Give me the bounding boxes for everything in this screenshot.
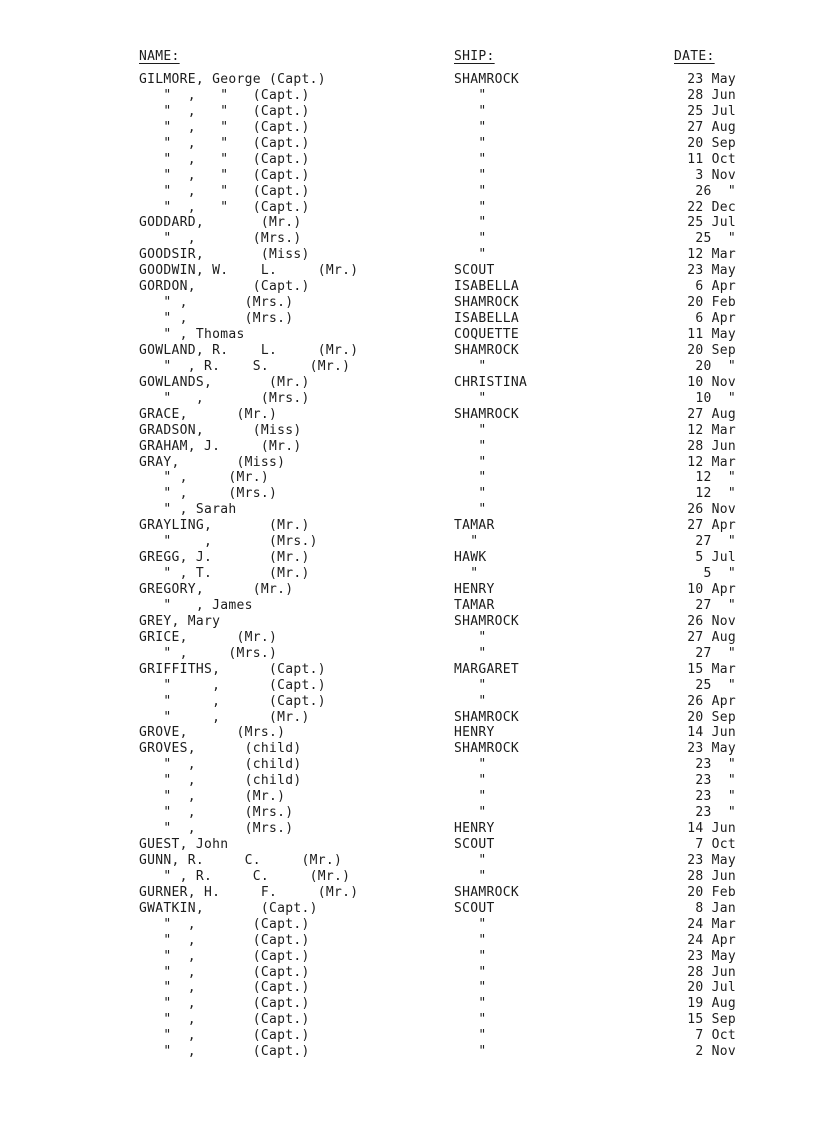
passenger-name: GODDARD, (Mr.) <box>139 215 302 231</box>
ship-name: " <box>454 454 487 470</box>
passenger-name: GRADSON, (Miss) <box>139 422 302 438</box>
arrival-date: 27 Apr <box>687 518 736 534</box>
table-row <box>0 614 816 630</box>
ship-name: " <box>454 87 487 103</box>
ship-name: " <box>454 852 487 868</box>
ship-name: SHAMROCK <box>454 406 520 422</box>
passenger-name: GOWLANDS, (Mr.) <box>139 374 310 390</box>
passenger-name: GOODWIN, W. L. (Mr.) <box>139 263 359 279</box>
table-row <box>0 917 816 933</box>
passenger-name: " , (Capt.) <box>139 916 310 932</box>
passenger-name: " , (Capt.) <box>139 1044 310 1060</box>
ship-name: " <box>454 358 487 374</box>
table-row <box>0 901 816 917</box>
table-row <box>0 837 816 853</box>
passenger-name: GUEST, John <box>139 837 229 852</box>
table-row <box>0 231 816 247</box>
arrival-date: 20 Feb <box>687 295 736 311</box>
ship-name: " <box>454 470 487 486</box>
passenger-name: GWATKIN, (Capt.) <box>139 900 318 916</box>
passenger-name: GRAYLING, (Mr.) <box>139 518 310 534</box>
passenger-name: " , (child) <box>139 757 302 773</box>
passenger-name: GORDON, (Capt.) <box>139 279 310 295</box>
arrival-date: 25 Jul <box>687 103 736 119</box>
table-row <box>0 662 816 678</box>
ship-name: " <box>454 167 487 183</box>
passenger-name: GROVES, (child) <box>139 741 302 757</box>
ship-name: " <box>454 773 487 789</box>
ship-name: HENRY <box>454 821 495 837</box>
passenger-name: " , T. (Mr.) <box>139 566 310 582</box>
ship-name: COQUETTE <box>454 327 520 342</box>
passenger-name: GRAY, (Miss) <box>139 454 286 470</box>
ship-name: TAMAR <box>454 518 495 534</box>
table-row <box>0 423 816 439</box>
ship-name: " <box>454 916 487 932</box>
ship-name: SCOUT <box>454 900 495 916</box>
passenger-name: " , James <box>139 597 253 613</box>
ship-name: " <box>454 645 487 661</box>
arrival-date: 10 " <box>695 390 736 406</box>
passenger-name: " , " (Capt.) <box>139 103 310 119</box>
arrival-date: 14 Jun <box>687 821 736 837</box>
ship-name: " <box>454 486 487 502</box>
ship-name: " <box>454 1044 487 1060</box>
passenger-name: " , Sarah <box>139 502 237 518</box>
passenger-name: " , R. S. (Mr.) <box>139 358 351 374</box>
passenger-name: " , (Mrs.) <box>139 821 294 837</box>
table-row <box>0 996 816 1012</box>
arrival-date: 12 Mar <box>687 422 736 438</box>
passenger-name: " , " (Capt.) <box>139 167 310 183</box>
ship-name: " <box>454 996 487 1012</box>
arrival-date: 20 Jul <box>687 980 736 996</box>
arrival-date: 14 Jun <box>687 725 736 741</box>
arrival-date: 12 " <box>695 486 736 502</box>
passenger-name: GREGG, J. (Mr.) <box>139 550 310 566</box>
ship-name: SHAMROCK <box>454 709 520 725</box>
passenger-name: " , " (Capt.) <box>139 119 310 135</box>
passenger-name: " , (Mrs.) <box>139 311 294 327</box>
ship-name: SHAMROCK <box>454 613 520 629</box>
arrival-date: 28 Jun <box>687 87 736 103</box>
arrival-date: 23 May <box>687 948 736 964</box>
passenger-name: " , (Capt.) <box>139 1012 310 1028</box>
table-row <box>0 534 816 550</box>
arrival-date: 22 Dec <box>687 199 736 215</box>
passenger-name: " , " (Capt.) <box>139 135 310 151</box>
arrival-date: 27 " <box>695 534 736 550</box>
arrival-date: 23 " <box>695 757 736 773</box>
ship-name: " <box>454 948 487 964</box>
arrival-date: 23 May <box>687 263 736 279</box>
arrival-date: 10 Nov <box>687 374 736 390</box>
ship-name: " <box>454 629 487 645</box>
ship-name: " <box>454 151 487 167</box>
passenger-name: " , (Capt.) <box>139 964 310 980</box>
passenger-name: GRAHAM, J. (Mr.) <box>139 438 302 454</box>
ship-name: SCOUT <box>454 837 495 852</box>
table-row <box>0 343 816 359</box>
arrival-date: 6 Apr <box>695 279 736 295</box>
arrival-date: 27 " <box>695 645 736 661</box>
table-row <box>0 88 816 104</box>
arrival-date: 27 Aug <box>687 119 736 135</box>
arrival-date: 6 Apr <box>695 311 736 327</box>
passenger-name: GREY, Mary <box>139 613 221 629</box>
table-row <box>0 375 816 391</box>
table-row <box>0 247 816 263</box>
passenger-name: GREGORY, (Mr.) <box>139 582 294 597</box>
ship-name: SHAMROCK <box>454 741 520 757</box>
passenger-name: " , (Capt.) <box>139 948 310 964</box>
ship-name: MARGARET <box>454 661 520 677</box>
table-row <box>0 933 816 949</box>
ship-name: " <box>454 215 487 231</box>
ship-name: SHAMROCK <box>454 884 520 900</box>
ship-name: " <box>454 757 487 773</box>
table-row <box>0 949 816 965</box>
arrival-date: 27 Aug <box>687 629 736 645</box>
passenger-name: GRIFFITHS, (Capt.) <box>139 661 326 677</box>
passenger-name: " , (child) <box>139 773 302 789</box>
passenger-name: " , (Mrs.) <box>139 486 278 502</box>
table-row <box>0 710 816 726</box>
arrival-date: 15 Mar <box>687 661 736 677</box>
ship-name: " <box>454 390 487 406</box>
table-row <box>0 136 816 152</box>
table-row <box>0 965 816 981</box>
table-row <box>0 311 816 327</box>
ship-name: " <box>454 566 479 582</box>
passenger-name: " , R. C. (Mr.) <box>139 868 351 884</box>
arrival-date: 24 Mar <box>687 916 736 932</box>
table-row <box>0 885 816 901</box>
passenger-name: GUNN, R. C. (Mr.) <box>139 852 343 868</box>
arrival-date: 28 Jun <box>687 964 736 980</box>
arrival-date: 5 " <box>703 566 736 582</box>
table-row <box>0 566 816 582</box>
ship-name: " <box>454 1012 487 1028</box>
ship-name: " <box>454 247 487 263</box>
passenger-name: GOODSIR, (Miss) <box>139 247 310 263</box>
date-column-header: DATE: <box>674 49 715 64</box>
table-row <box>0 391 816 407</box>
ship-name: " <box>454 964 487 980</box>
arrival-date: 23 May <box>687 72 736 87</box>
passenger-name: GURNER, H. F. (Mr.) <box>139 884 359 900</box>
ship-name: " <box>454 534 479 550</box>
arrival-date: 11 Oct <box>687 151 736 167</box>
passenger-name: " , (Capt.) <box>139 980 310 996</box>
table-row <box>0 853 816 869</box>
table-row <box>0 120 816 136</box>
ship-name: " <box>454 677 487 693</box>
arrival-date: 23 " <box>695 789 736 805</box>
ship-name: HENRY <box>454 725 495 741</box>
arrival-date: 19 Aug <box>687 996 736 1012</box>
table-row <box>0 279 816 295</box>
ship-name: " <box>454 805 487 821</box>
ship-name: SCOUT <box>454 263 495 279</box>
arrival-date: 7 Oct <box>695 837 736 852</box>
arrival-date: 23 May <box>687 852 736 868</box>
table-row <box>0 152 816 168</box>
passenger-name: " , (Mr.) <box>139 709 310 725</box>
passenger-name: " , (Mrs.) <box>139 645 278 661</box>
ship-name: " <box>454 199 487 215</box>
table-row <box>0 1028 816 1044</box>
table-row <box>0 678 816 694</box>
table-row <box>0 582 816 598</box>
passenger-name: " , (Mrs.) <box>139 534 318 550</box>
table-row <box>0 598 816 614</box>
ship-name: " <box>454 1028 487 1044</box>
ship-name: " <box>454 183 487 199</box>
passenger-name: GOWLAND, R. L. (Mr.) <box>139 342 359 358</box>
table-row <box>0 1044 816 1060</box>
arrival-date: 28 Jun <box>687 868 736 884</box>
passenger-name: " , (Mrs.) <box>139 295 294 311</box>
table-row <box>0 518 816 534</box>
arrival-date: 12 Mar <box>687 247 736 263</box>
table-row <box>0 470 816 486</box>
ship-name: ISABELLA <box>454 311 520 327</box>
ship-name: " <box>454 135 487 151</box>
passenger-name: " , (Mrs.) <box>139 805 294 821</box>
arrival-date: 26 Nov <box>687 613 736 629</box>
ship-name: CHRISTINA <box>454 374 528 390</box>
arrival-date: 3 Nov <box>695 167 736 183</box>
ship-name: " <box>454 119 487 135</box>
passenger-name: " , (Capt.) <box>139 996 310 1012</box>
passenger-name: " , (Mrs.) <box>139 390 310 406</box>
table-row <box>0 502 816 518</box>
arrival-date: 5 Jul <box>695 550 736 566</box>
table-row <box>0 789 816 805</box>
passenger-name: " , (Mr.) <box>139 789 286 805</box>
ship-name: " <box>454 789 487 805</box>
arrival-date: 8 Jan <box>695 900 736 916</box>
passenger-name: " , " (Capt.) <box>139 151 310 167</box>
passenger-name: " , (Capt.) <box>139 693 326 709</box>
arrival-date: 20 Sep <box>687 135 736 151</box>
passenger-name: GROVE, (Mrs.) <box>139 725 286 741</box>
arrival-date: 27 " <box>695 597 736 613</box>
ship-name: " <box>454 103 487 119</box>
arrival-date: 28 Jun <box>687 438 736 454</box>
arrival-date: 20 Sep <box>687 342 736 358</box>
arrival-date: 25 " <box>695 677 736 693</box>
arrival-date: 24 Apr <box>687 932 736 948</box>
ship-name: HENRY <box>454 582 495 597</box>
passenger-name: " , (Capt.) <box>139 1028 310 1044</box>
passenger-name: GILMORE, George (Capt.) <box>139 72 326 87</box>
arrival-date: 23 " <box>695 805 736 821</box>
arrival-date: 23 May <box>687 741 736 757</box>
passenger-name: " , " (Capt.) <box>139 199 310 215</box>
passenger-name: " , (Capt.) <box>139 677 326 693</box>
table-row <box>0 72 816 88</box>
passenger-rows <box>0 72 816 1060</box>
table-row <box>0 646 816 662</box>
arrival-date: 12 Mar <box>687 454 736 470</box>
ship-name: " <box>454 438 487 454</box>
table-row <box>0 184 816 200</box>
passenger-name: " , (Mrs.) <box>139 231 302 247</box>
arrival-date: 7 Oct <box>695 1028 736 1044</box>
arrival-date: 26 Nov <box>687 502 736 518</box>
table-row <box>0 263 816 279</box>
arrival-date: 10 Apr <box>687 582 736 597</box>
passenger-name: " , (Capt.) <box>139 932 310 948</box>
name-column-header: NAME: <box>139 49 180 64</box>
table-row <box>0 694 816 710</box>
ship-name: " <box>454 693 487 709</box>
ship-name: " <box>454 422 487 438</box>
ship-name: TAMAR <box>454 597 495 613</box>
table-row <box>0 773 816 789</box>
table-row <box>0 359 816 375</box>
table-row <box>0 757 816 773</box>
passenger-name: GRICE, (Mr.) <box>139 629 278 645</box>
arrival-date: 11 May <box>687 327 736 342</box>
table-row <box>0 550 816 566</box>
ship-name: " <box>454 932 487 948</box>
arrival-date: 25 " <box>695 231 736 247</box>
passenger-name: " , (Mr.) <box>139 470 270 486</box>
arrival-date: 2 Nov <box>695 1044 736 1060</box>
table-row <box>0 980 816 996</box>
table-row <box>0 295 816 311</box>
table-row <box>0 327 816 343</box>
ship-column-header: SHIP: <box>454 49 495 64</box>
table-row <box>0 630 816 646</box>
table-row <box>0 439 816 455</box>
arrival-date: 26 " <box>695 183 736 199</box>
arrival-date: 26 Apr <box>687 693 736 709</box>
ship-name: " <box>454 502 487 518</box>
table-row <box>0 407 816 423</box>
arrival-date: 15 Sep <box>687 1012 736 1028</box>
arrival-date: 27 Aug <box>687 406 736 422</box>
table-row <box>0 200 816 216</box>
ship-name: " <box>454 868 487 884</box>
table-row <box>0 168 816 184</box>
passenger-name: GRACE, (Mr.) <box>139 406 278 422</box>
ship-name: SHAMROCK <box>454 72 520 87</box>
arrival-date: 25 Jul <box>687 215 736 231</box>
passenger-name: " , " (Capt.) <box>139 183 310 199</box>
ship-name: ISABELLA <box>454 279 520 295</box>
table-row <box>0 455 816 471</box>
ship-name: SHAMROCK <box>454 342 520 358</box>
table-row <box>0 869 816 885</box>
table-row <box>0 486 816 502</box>
table-row <box>0 725 816 741</box>
ship-name: " <box>454 980 487 996</box>
passenger-name: " , " (Capt.) <box>139 87 310 103</box>
ship-name: " <box>454 231 487 247</box>
table-row <box>0 741 816 757</box>
arrival-date: 20 Feb <box>687 884 736 900</box>
table-row <box>0 215 816 231</box>
arrival-date: 20 " <box>695 358 736 374</box>
table-row <box>0 805 816 821</box>
ship-name: SHAMROCK <box>454 295 520 311</box>
table-row <box>0 1012 816 1028</box>
passenger-name: " , Thomas <box>139 327 245 342</box>
ship-name: HAWK <box>454 550 487 566</box>
arrival-date: 20 Sep <box>687 709 736 725</box>
table-row <box>0 821 816 837</box>
table-row <box>0 104 816 120</box>
arrival-date: 12 " <box>695 470 736 486</box>
arrival-date: 23 " <box>695 773 736 789</box>
